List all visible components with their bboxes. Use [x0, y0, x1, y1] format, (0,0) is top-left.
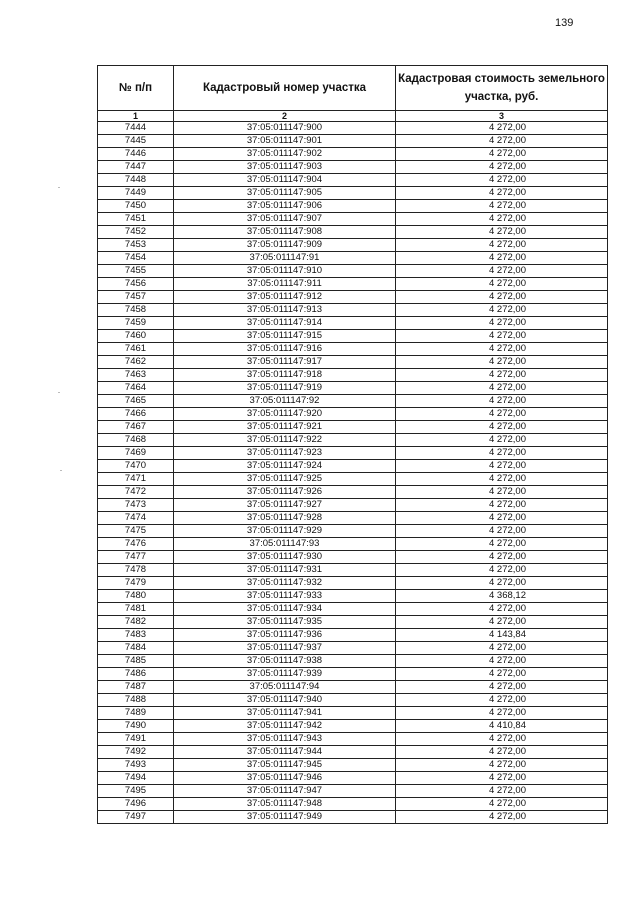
cell-row-number: 7456 [98, 278, 174, 291]
cell-row-number: 7479 [98, 577, 174, 590]
cell-row-number: 7493 [98, 759, 174, 772]
cell-row-number: 7454 [98, 252, 174, 265]
table-row [98, 603, 608, 616]
cell-cadastral-number: 37:05:011147:93 [174, 538, 396, 551]
table-row [98, 369, 608, 382]
cell-row-number: 7475 [98, 525, 174, 538]
cell-cadastral-number: 37:05:011147:919 [174, 382, 396, 395]
cell-cadastral-value: 4 272,00 [396, 655, 608, 668]
cell-cadastral-number: 37:05:011147:931 [174, 564, 396, 577]
cell-cadastral-number: 37:05:011147:941 [174, 707, 396, 720]
cell-cadastral-number: 37:05:011147:905 [174, 187, 396, 200]
cell-cadastral-number: 37:05:011147:908 [174, 226, 396, 239]
cell-row-number: 7453 [98, 239, 174, 252]
table-row [98, 252, 608, 265]
table-row [98, 681, 608, 694]
cell-row-number: 7485 [98, 655, 174, 668]
table-row [98, 395, 608, 408]
cell-cadastral-value: 4 272,00 [396, 291, 608, 304]
cell-cadastral-value: 4 272,00 [396, 122, 608, 135]
table-row [98, 512, 608, 525]
cell-cadastral-number: 37:05:011147:912 [174, 291, 396, 304]
cell-row-number: 7452 [98, 226, 174, 239]
cell-cadastral-number: 37:05:011147:902 [174, 148, 396, 161]
table-row [98, 473, 608, 486]
table-row [98, 421, 608, 434]
table-row [98, 200, 608, 213]
cell-row-number: 7492 [98, 746, 174, 759]
cell-cadastral-number: 37:05:011147:947 [174, 785, 396, 798]
table-row [98, 616, 608, 629]
cell-row-number: 7474 [98, 512, 174, 525]
cell-row-number: 7496 [98, 798, 174, 811]
cell-cadastral-value: 4 272,00 [396, 460, 608, 473]
cell-cadastral-number: 37:05:011147:900 [174, 122, 396, 135]
cell-row-number: 7497 [98, 811, 174, 824]
cell-row-number: 7469 [98, 447, 174, 460]
cell-cadastral-number: 37:05:011147:942 [174, 720, 396, 733]
table-row [98, 213, 608, 226]
cell-cadastral-value: 4 272,00 [396, 486, 608, 499]
cell-cadastral-value: 4 272,00 [396, 447, 608, 460]
cell-row-number: 7444 [98, 122, 174, 135]
cell-cadastral-number: 37:05:011147:91 [174, 252, 396, 265]
table-row [98, 434, 608, 447]
cell-row-number: 7487 [98, 681, 174, 694]
table-row [98, 408, 608, 421]
cell-cadastral-number: 37:05:011147:927 [174, 499, 396, 512]
cell-cadastral-value: 4 368,12 [396, 590, 608, 603]
cell-row-number: 7455 [98, 265, 174, 278]
cell-cadastral-number: 37:05:011147:934 [174, 603, 396, 616]
cell-row-number: 7472 [98, 486, 174, 499]
table-row [98, 330, 608, 343]
cell-cadastral-value: 4 272,00 [396, 798, 608, 811]
cell-cadastral-value: 4 272,00 [396, 369, 608, 382]
cell-cadastral-value: 4 272,00 [396, 785, 608, 798]
table-row [98, 798, 608, 811]
cell-cadastral-value: 4 272,00 [396, 226, 608, 239]
cell-row-number: 7466 [98, 408, 174, 421]
cell-cadastral-number: 37:05:011147:929 [174, 525, 396, 538]
cell-cadastral-number: 37:05:011147:918 [174, 369, 396, 382]
cell-row-number: 7486 [98, 668, 174, 681]
cell-cadastral-value: 4 272,00 [396, 252, 608, 265]
cell-cadastral-number: 37:05:011147:909 [174, 239, 396, 252]
table-header-row [98, 66, 608, 111]
table-row [98, 720, 608, 733]
header-cadastral-value: Кадастровая стоимость земельного участка, руб. [396, 66, 608, 111]
cell-cadastral-value: 4 272,00 [396, 356, 608, 369]
table-row [98, 772, 608, 785]
cell-cadastral-value: 4 272,00 [396, 148, 608, 161]
table-row [98, 382, 608, 395]
cell-cadastral-number: 37:05:011147:92 [174, 395, 396, 408]
cell-cadastral-number: 37:05:011147:948 [174, 798, 396, 811]
cell-cadastral-number: 37:05:011147:935 [174, 616, 396, 629]
table-row [98, 486, 608, 499]
cell-cadastral-value: 4 272,00 [396, 538, 608, 551]
table-row [98, 226, 608, 239]
cell-cadastral-number: 37:05:011147:940 [174, 694, 396, 707]
cell-cadastral-number: 37:05:011147:911 [174, 278, 396, 291]
cell-row-number: 7465 [98, 395, 174, 408]
cell-cadastral-number: 37:05:011147:915 [174, 330, 396, 343]
table-row [98, 694, 608, 707]
table-row [98, 759, 608, 772]
cell-cadastral-number: 37:05:011147:925 [174, 473, 396, 486]
cell-row-number: 7451 [98, 213, 174, 226]
cell-cadastral-number: 37:05:011147:920 [174, 408, 396, 421]
cell-cadastral-value: 4 272,00 [396, 239, 608, 252]
cell-row-number: 7463 [98, 369, 174, 382]
cell-cadastral-value: 4 272,00 [396, 551, 608, 564]
table-row [98, 447, 608, 460]
table-row [98, 460, 608, 473]
cell-cadastral-value: 4 272,00 [396, 200, 608, 213]
cell-row-number: 7458 [98, 304, 174, 317]
cadastral-value-table [97, 65, 608, 824]
cell-row-number: 7482 [98, 616, 174, 629]
cell-cadastral-value: 4 272,00 [396, 382, 608, 395]
table-row [98, 551, 608, 564]
cell-cadastral-number: 37:05:011147:921 [174, 421, 396, 434]
cell-cadastral-value: 4 272,00 [396, 330, 608, 343]
cell-cadastral-number: 37:05:011147:926 [174, 486, 396, 499]
cell-cadastral-number: 37:05:011147:938 [174, 655, 396, 668]
cell-cadastral-value: 4 272,00 [396, 421, 608, 434]
cell-row-number: 7478 [98, 564, 174, 577]
cell-cadastral-number: 37:05:011147:914 [174, 317, 396, 330]
cell-cadastral-value: 4 272,00 [396, 473, 608, 486]
cell-cadastral-number: 37:05:011147:932 [174, 577, 396, 590]
cell-row-number: 7489 [98, 707, 174, 720]
table-row [98, 304, 608, 317]
cell-cadastral-number: 37:05:011147:939 [174, 668, 396, 681]
cell-cadastral-number: 37:05:011147:906 [174, 200, 396, 213]
table-row [98, 577, 608, 590]
cell-row-number: 7467 [98, 421, 174, 434]
cell-row-number: 7476 [98, 538, 174, 551]
cell-cadastral-value: 4 272,00 [396, 733, 608, 746]
cell-cadastral-value: 4 272,00 [396, 577, 608, 590]
cell-row-number: 7464 [98, 382, 174, 395]
table-row [98, 343, 608, 356]
cell-row-number: 7494 [98, 772, 174, 785]
cell-cadastral-number: 37:05:011147:94 [174, 681, 396, 694]
cell-cadastral-value: 4 272,00 [396, 681, 608, 694]
cell-cadastral-value: 4 272,00 [396, 564, 608, 577]
cell-cadastral-number: 37:05:011147:903 [174, 161, 396, 174]
cell-row-number: 7480 [98, 590, 174, 603]
table-row [98, 811, 608, 824]
cell-cadastral-value: 4 272,00 [396, 161, 608, 174]
cell-cadastral-value: 4 272,00 [396, 408, 608, 421]
cell-cadastral-number: 37:05:011147:913 [174, 304, 396, 317]
cell-cadastral-value: 4 272,00 [396, 603, 608, 616]
cell-cadastral-number: 37:05:011147:904 [174, 174, 396, 187]
table-row [98, 499, 608, 512]
cell-cadastral-value: 4 272,00 [396, 265, 608, 278]
cell-row-number: 7457 [98, 291, 174, 304]
cell-cadastral-value: 4 272,00 [396, 759, 608, 772]
cell-cadastral-value: 4 272,00 [396, 694, 608, 707]
cell-row-number: 7481 [98, 603, 174, 616]
cell-cadastral-number: 37:05:011147:933 [174, 590, 396, 603]
table-row [98, 525, 608, 538]
table-row [98, 590, 608, 603]
scan-speck [58, 392, 60, 393]
cell-cadastral-value: 4 272,00 [396, 642, 608, 655]
table-row [98, 265, 608, 278]
cell-cadastral-value: 4 272,00 [396, 525, 608, 538]
column-number: 2 [174, 111, 396, 122]
cell-cadastral-number: 37:05:011147:907 [174, 213, 396, 226]
table-row [98, 239, 608, 252]
cell-cadastral-number: 37:05:011147:930 [174, 551, 396, 564]
cell-row-number: 7477 [98, 551, 174, 564]
table-row [98, 291, 608, 304]
column-number: 3 [396, 111, 608, 122]
cell-cadastral-number: 37:05:011147:910 [174, 265, 396, 278]
cell-cadastral-number: 37:05:011147:937 [174, 642, 396, 655]
cell-cadastral-number: 37:05:011147:949 [174, 811, 396, 824]
table-row [98, 655, 608, 668]
cell-cadastral-number: 37:05:011147:922 [174, 434, 396, 447]
cell-cadastral-value: 4 272,00 [396, 187, 608, 200]
cell-cadastral-value: 4 272,00 [396, 278, 608, 291]
table-row [98, 785, 608, 798]
table-row [98, 538, 608, 551]
cell-cadastral-number: 37:05:011147:901 [174, 135, 396, 148]
cell-cadastral-value: 4 272,00 [396, 811, 608, 824]
cell-row-number: 7449 [98, 187, 174, 200]
table-row [98, 707, 608, 720]
cell-row-number: 7459 [98, 317, 174, 330]
cell-cadastral-number: 37:05:011147:916 [174, 343, 396, 356]
table-row [98, 174, 608, 187]
cell-row-number: 7450 [98, 200, 174, 213]
table-row [98, 317, 608, 330]
table-row [98, 733, 608, 746]
cell-cadastral-value: 4 272,00 [396, 616, 608, 629]
cell-cadastral-value: 4 272,00 [396, 343, 608, 356]
cell-cadastral-value: 4 272,00 [396, 512, 608, 525]
cell-cadastral-value: 4 410,84 [396, 720, 608, 733]
cell-cadastral-number: 37:05:011147:936 [174, 629, 396, 642]
column-number: 1 [98, 111, 174, 122]
cell-cadastral-number: 37:05:011147:946 [174, 772, 396, 785]
column-number-row [98, 111, 608, 122]
cell-cadastral-value: 4 143,84 [396, 629, 608, 642]
cell-cadastral-value: 4 272,00 [396, 304, 608, 317]
cell-row-number: 7488 [98, 694, 174, 707]
cell-cadastral-number: 37:05:011147:928 [174, 512, 396, 525]
table-row [98, 668, 608, 681]
cell-cadastral-number: 37:05:011147:945 [174, 759, 396, 772]
table-row [98, 135, 608, 148]
cell-row-number: 7491 [98, 733, 174, 746]
cell-row-number: 7470 [98, 460, 174, 473]
cell-cadastral-value: 4 272,00 [396, 213, 608, 226]
table-row [98, 642, 608, 655]
cell-row-number: 7446 [98, 148, 174, 161]
table-row [98, 746, 608, 759]
cell-cadastral-number: 37:05:011147:924 [174, 460, 396, 473]
scan-speck [58, 187, 60, 188]
cell-cadastral-value: 4 272,00 [396, 707, 608, 720]
scan-speck [60, 470, 62, 471]
cell-row-number: 7461 [98, 343, 174, 356]
cell-cadastral-value: 4 272,00 [396, 317, 608, 330]
page-number: 139 [555, 17, 574, 29]
header-cadastral-number: Кадастровый номер участка [174, 66, 396, 111]
cell-cadastral-number: 37:05:011147:917 [174, 356, 396, 369]
header-row-number: № п/п [98, 66, 174, 111]
cell-cadastral-number: 37:05:011147:923 [174, 447, 396, 460]
cell-row-number: 7447 [98, 161, 174, 174]
cell-row-number: 7448 [98, 174, 174, 187]
cell-row-number: 7445 [98, 135, 174, 148]
cell-row-number: 7462 [98, 356, 174, 369]
cell-row-number: 7495 [98, 785, 174, 798]
cell-cadastral-value: 4 272,00 [396, 746, 608, 759]
cell-cadastral-value: 4 272,00 [396, 499, 608, 512]
cell-cadastral-value: 4 272,00 [396, 434, 608, 447]
table-row [98, 122, 608, 135]
table-row [98, 356, 608, 369]
cell-row-number: 7471 [98, 473, 174, 486]
cell-cadastral-number: 37:05:011147:943 [174, 733, 396, 746]
table-row [98, 187, 608, 200]
cell-cadastral-value: 4 272,00 [396, 772, 608, 785]
table-row [98, 564, 608, 577]
cell-row-number: 7468 [98, 434, 174, 447]
cell-row-number: 7473 [98, 499, 174, 512]
table-row [98, 629, 608, 642]
cell-row-number: 7460 [98, 330, 174, 343]
cell-row-number: 7490 [98, 720, 174, 733]
cell-cadastral-value: 4 272,00 [396, 668, 608, 681]
table-row [98, 161, 608, 174]
cell-row-number: 7484 [98, 642, 174, 655]
cell-cadastral-number: 37:05:011147:944 [174, 746, 396, 759]
cell-cadastral-value: 4 272,00 [396, 135, 608, 148]
cell-row-number: 7483 [98, 629, 174, 642]
table-row [98, 148, 608, 161]
cell-cadastral-value: 4 272,00 [396, 174, 608, 187]
table-row [98, 278, 608, 291]
cell-cadastral-value: 4 272,00 [396, 395, 608, 408]
